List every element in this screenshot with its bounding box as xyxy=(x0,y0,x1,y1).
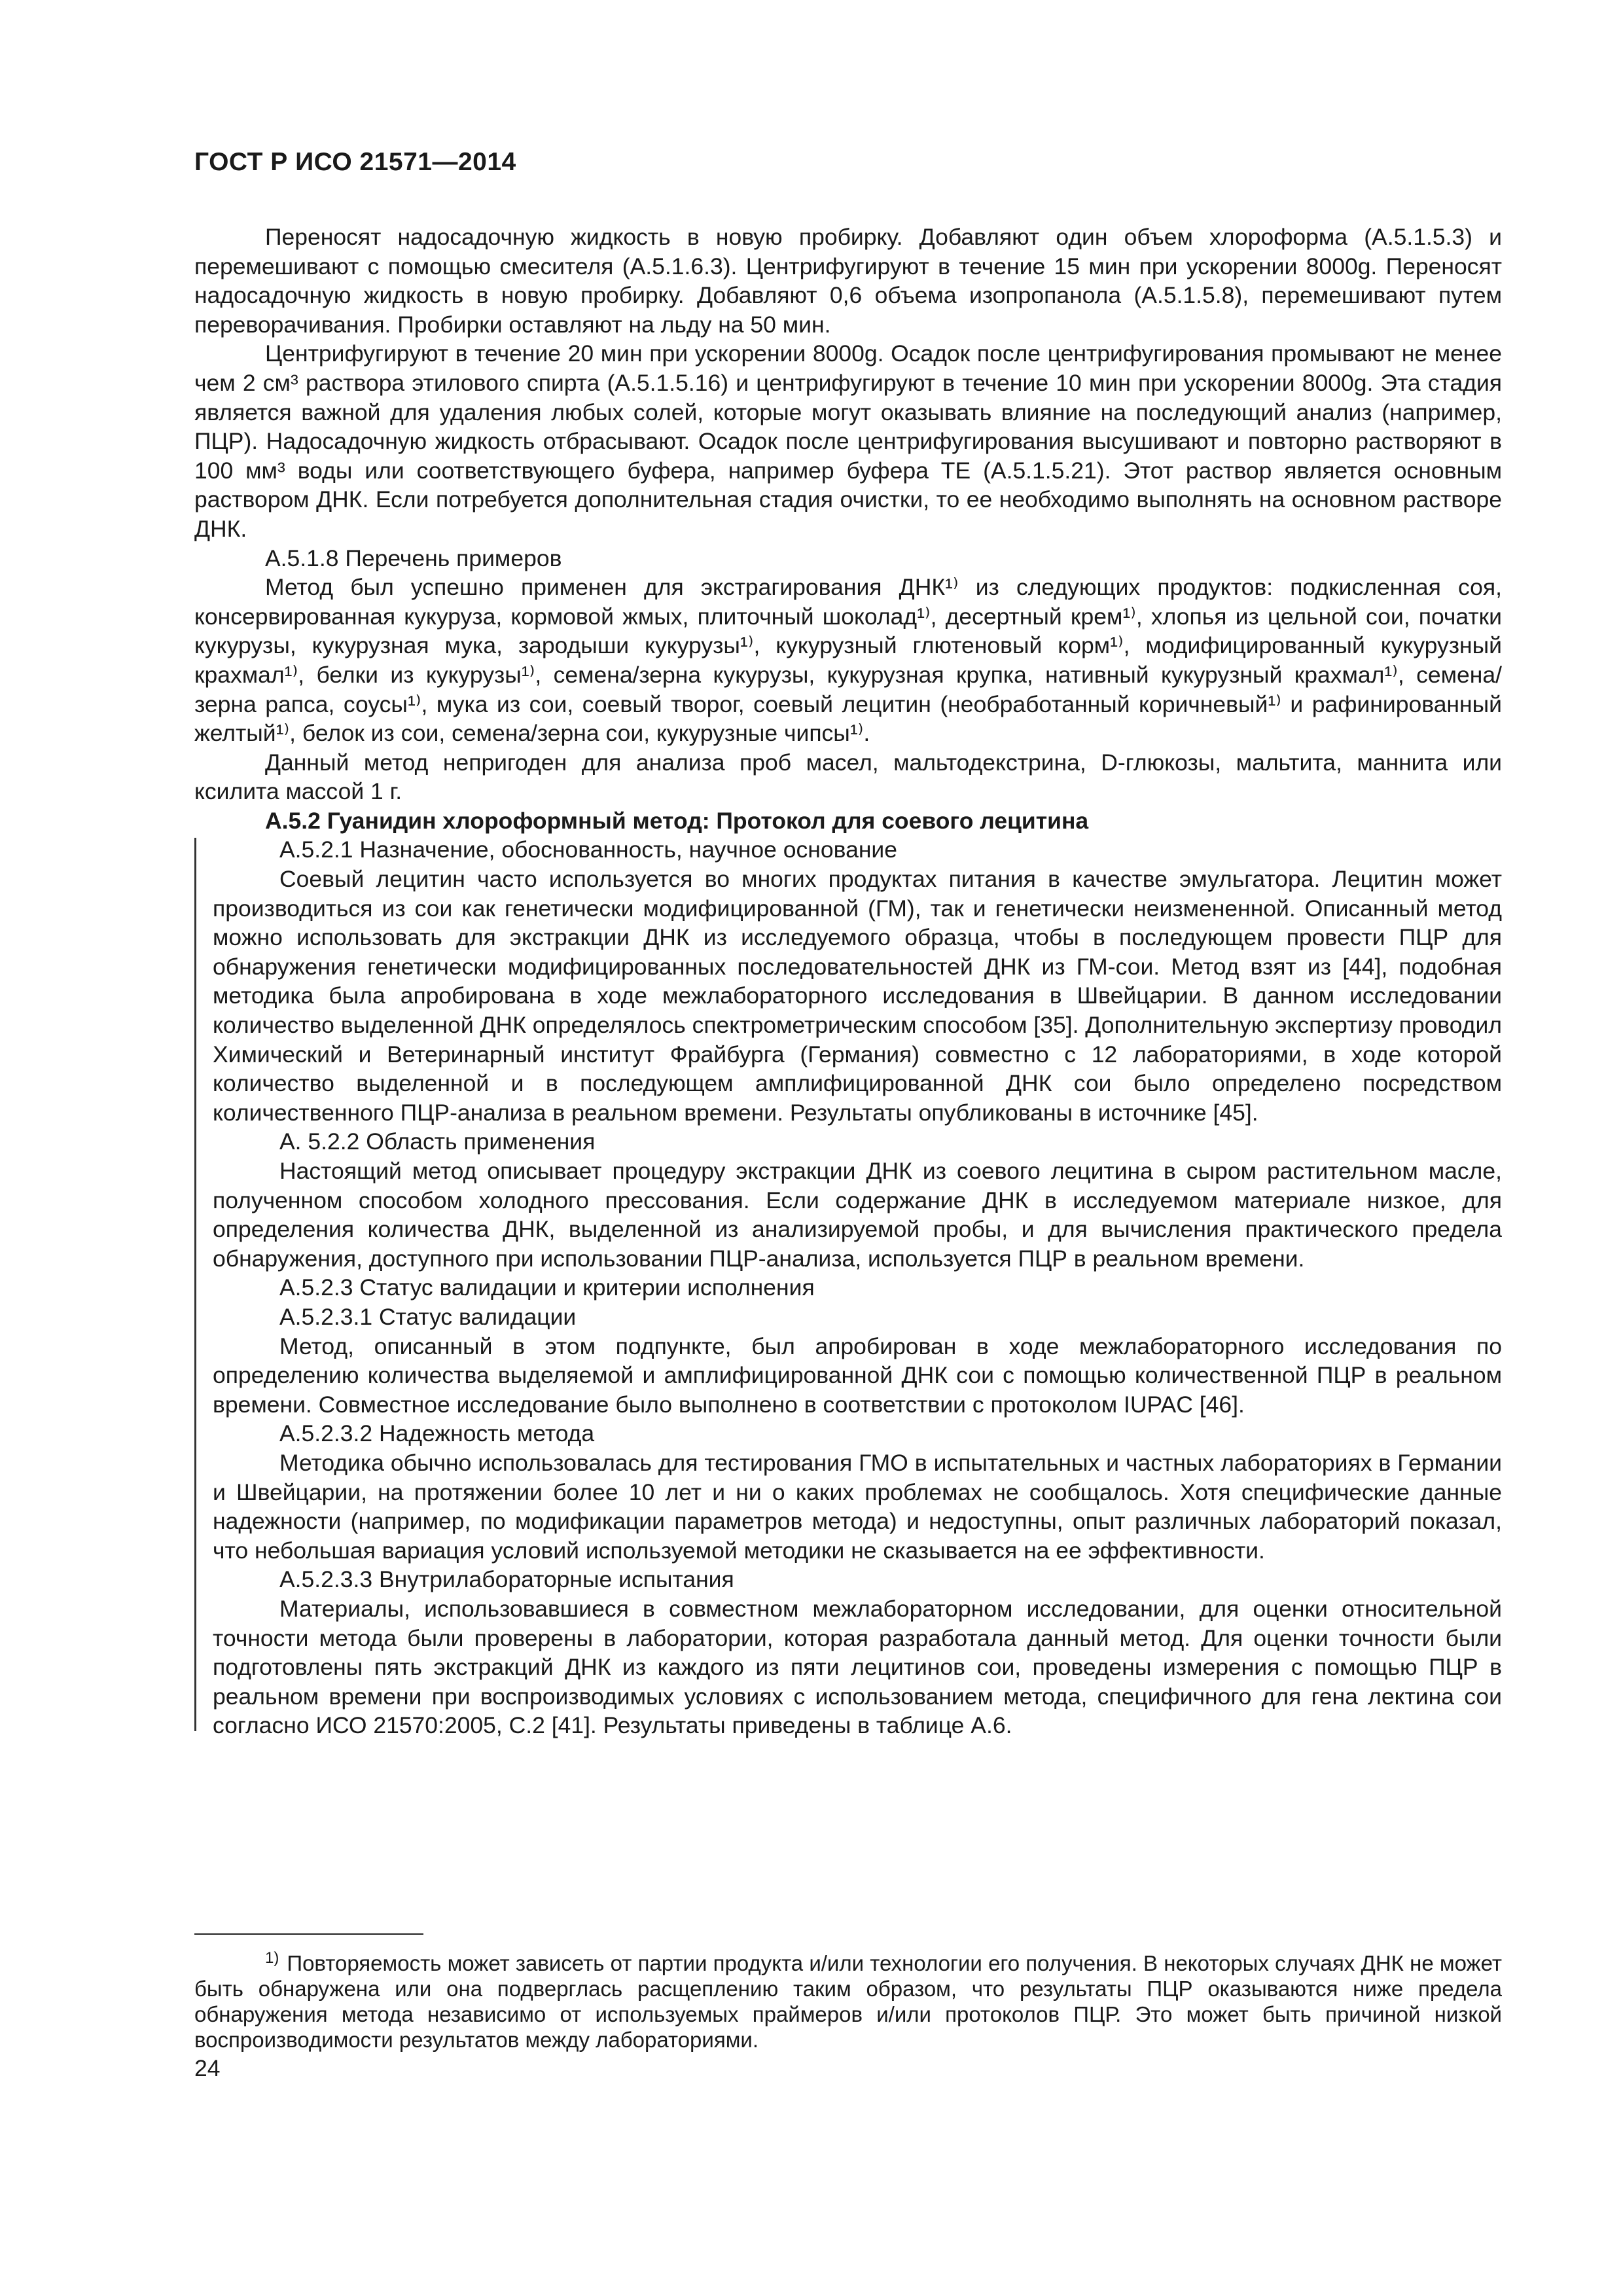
document-header-title: ГОСТ Р ИСО 21571—2014 xyxy=(194,148,516,176)
paragraph: Центрифугируют в течение 20 мин при ускорении 8000g. Осадок после центрифугирования промывают не менее чем 2 см³ раствора этилового спирта (А.5.1.5.16) и центрифугируют в течение 10 мин при ускорении 8000g. Эта стадия является важной для удаления любых солей, которые могут оказывать влияние на последующий анализ (например, ПЦР). Надосадочную жидкость отбрасывают. Осадок после центрифугирования высушивают и повторно растворяют в 100 мм³ воды или соответствующего буфера, например буфера ТЕ (А.5.1.5.21). Этот раствор является основным раствором ДНК. Если потребуется дополнительная стадия очистки, то ее необходимо выполнять на основном растворе ДНК. xyxy=(194,340,1502,542)
subsection-heading: А.5.2.1 Назначение, обоснованность, научное основание xyxy=(279,836,898,863)
footnote xyxy=(194,1945,1502,2053)
footnote-marker: 1) xyxy=(265,1949,279,1967)
section-heading: А.5.2 Гуанидин хлороформный метод: Протокол для соевого лецитина xyxy=(265,807,1089,834)
paragraph: Настоящий метод описывает процедуру экстракции ДНК из соевого лецитина в сыром растительном масле, полученном способом холодного прессования. Если содержание ДНК в исследуемом материале низкое, для определения количества ДНК, выделенной из анализируемой пробы, и для вычисления практического предела обнаружения, доступного при использовании ПЦР-анализа, используется ПЦР в реальном времени. xyxy=(213,1158,1502,1272)
footnote-text: Повторяемость может зависеть от партии продукта и/или технологии его получения. В некоторых случаях ДНК не может быть обнаружена или она подверглась расщеплению таким образом, что результаты ПЦР оказываются ниже предела обнаружения метода независимо от используемых праймеров и/или протоколов ПЦР. Это может быть причиной низкой воспроизводимости результатов между лабораториями. xyxy=(194,1951,1502,2052)
paragraph: Методика обычно использовалась для тестирования ГМО в испытательных и частных лабораториях в Германии и Швейцарии, на протяжении более 10 лет и ни о каких проблемах не сообщалось. Хотя специфические данные надежности (например, по модификации параметров метода) и недоступны, опыт различных лабораторий показал, что небольшая вариация условий используемой методики не сказывается на ее эффективности. xyxy=(213,1449,1502,1564)
change-bar xyxy=(194,838,196,1731)
paragraph: Метод был успешно применен для экстрагирования ДНК¹⁾ из следующих продуктов: подкисленная соя, консервированная кукуруза, кормовой жмых, плиточный шоколад¹⁾, десертный крем¹⁾, хлопья из цельной сои, початки кукурузы, кукурузная мука, зародыши кукурузы¹⁾, кукурузный глютеновый корм¹⁾, модифицированный кукурузный крахмал¹⁾, белки из кукурузы¹⁾, семена/зерна кукурузы, кукурузная крупка, нативный кукурузный крахмал¹⁾, семена/зерна рапса, соусы¹⁾, мука из сои, соевый творог, соевый лецитин (необработанный коричневый¹⁾ и рафинированный желтый¹⁾, белок из сои, семена/зерна сои, кукурузные чипсы¹⁾. xyxy=(194,574,1502,747)
paragraph: Материалы, использовавшиеся в совместном межлабораторном исследовании, для оценки относительной точности метода были проверены в лаборатории, которая разработала данный метод. Для оценки точности были подготовлены пять экстракций ДНК из каждого из пяти лецитинов сои, проведены измерения с помощью ПЦР в реальном времени при воспроизводимых условиях с использованием метода, специфичного для гена лектина сои согласно ИСО 21570:2005, С.2 [41]. Результаты приведены в таблице А.6. xyxy=(213,1595,1502,1739)
paragraph: Переносят надосадочную жидкость в новую пробирку. Добавляют один объем хлороформа (А.5.1.5.3) и перемешивают с помощью смесителя (А.5.1.6.3). Центрифугируют в течение 15 мин при ускорении 8000g. Переносят надосадочную жидкость в новую пробирку. Добавляют 0,6 объема изопропанола (А.5.1.5.8), перемешивают путем переворачивания. Пробирки оставляют на льду на 50 мин. xyxy=(194,224,1502,338)
subsection-heading: А.5.2.3.1 Статус валидации xyxy=(279,1303,577,1330)
footnote-separator xyxy=(194,1933,423,1935)
footnote-text-row xyxy=(194,1945,1502,2053)
page-number: 24 xyxy=(194,2055,221,2081)
subsection-heading: А. 5.2.2 Область применения xyxy=(279,1128,596,1155)
paragraph: Данный метод непригоден для анализа проб масел, мальтодекстрина, D-глюкозы, мальтита, маннита или ксилита массой 1 г. xyxy=(194,749,1502,805)
paragraph: Метод, описанный в этом подпункте, был апробирован в ходе межлабораторного исследования по определению количества выделяемой и амплифицированной ДНК сои с помощью количественной ПЦР в реальном времени. Совместное исследование было выполнено в соответствии с протоколом IUPAC [46]. xyxy=(213,1333,1502,1418)
document-body xyxy=(194,223,1502,1740)
subsection-heading: А.5.2.3.2 Надежность метода xyxy=(279,1420,595,1447)
paragraph: Соевый лецитин часто используется во многих продуктах питания в качестве эмульгатора. Лецитин может производиться из сои как генетически модифицированной (ГМ), так и генетически неизмененной. Описанный метод можно использовать для экстракции ДНК из исследуемого образца, чтобы в последующем провести ПЦР для обнаружения генетически модифицированных последовательностей ДНК из ГМ-сои. Метод взят из [44], подобная методика была апробирована в ходе межлабораторного исследования в Швейцарии. В данном исследовании количество выделенной ДНК определялось спектрометрическим способом [35]. Дополнительную экспертизу проводил Химический и Ветеринарный институт Фрайбурга (Германия) совместно с 12 лабораториями, в ходе которой количество выделенной и в последующем амплифицированной ДНК сои было определено посредством количественного ПЦР-анализа в реальном времени. Результаты опубликованы в источнике [45]. xyxy=(213,866,1502,1126)
subsection-heading: А.5.2.3 Статус валидации и критерии исполнения xyxy=(279,1274,815,1301)
revised-block xyxy=(194,835,1502,1740)
subsection-heading: А.5.2.3.3 Внутрилабораторные испытания xyxy=(279,1566,734,1593)
subsection-heading: А.5.1.8 Перечень примеров xyxy=(265,545,562,571)
